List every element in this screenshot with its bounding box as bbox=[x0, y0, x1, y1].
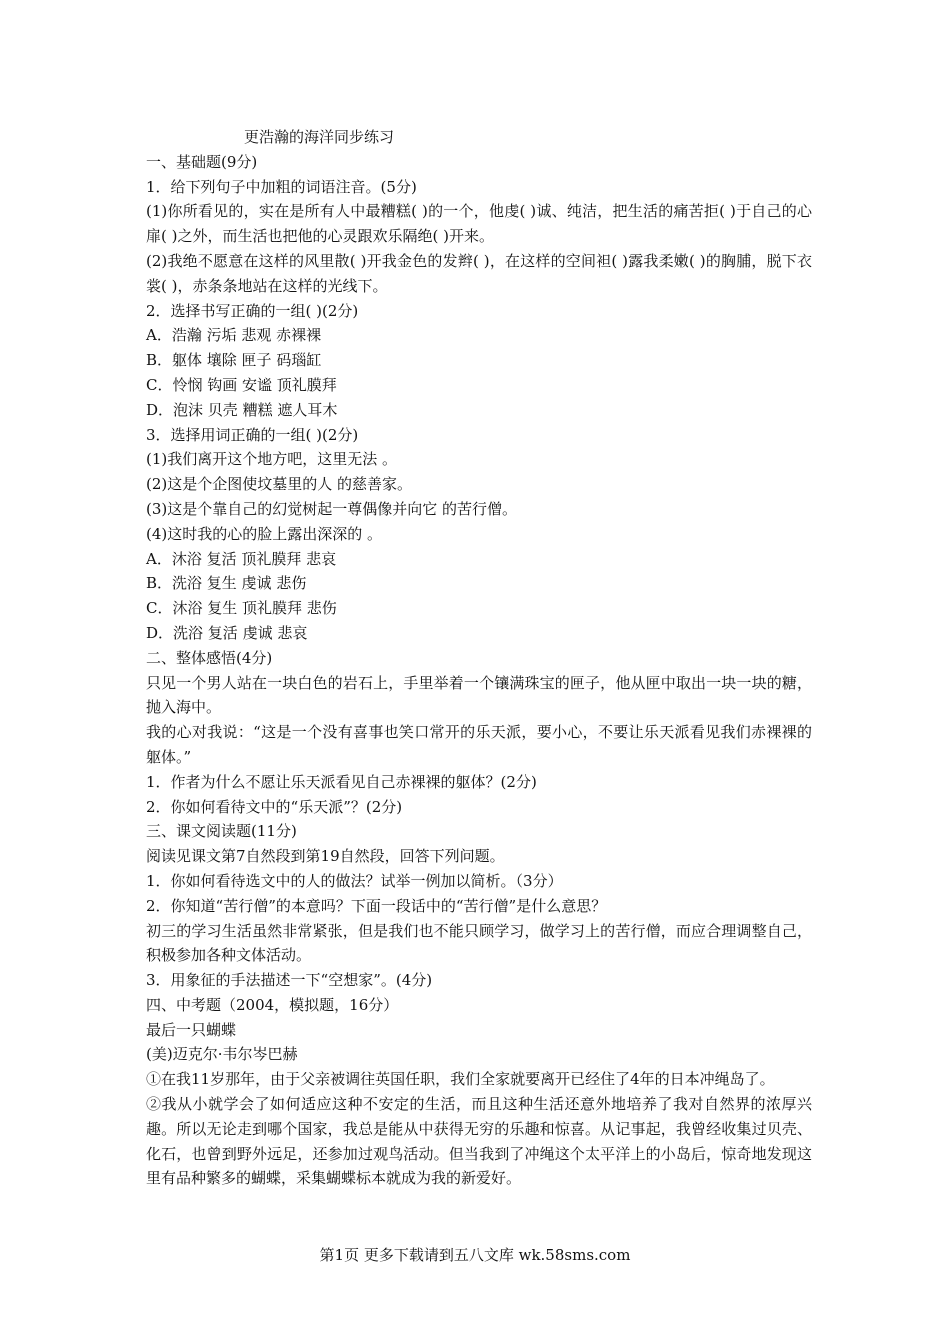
text-line: ②我从小就学会了如何适应这种不安定的生活，而且这种生活还意外地培养了我对自然界的浓厚兴趣。所以无论走到哪个国家，我总是能从中获得无穷的乐趣和惊喜。从记事起，我曾经收集过贝壳、化石，也曾到野外远足，还参加过观鸟活动。但当我到了冲绳这个太平洋上的小岛后，惊奇地发现这里有品种繁多的蝴蝶，采集蝴蝶标本就成为我的新爱好。 bbox=[146, 1095, 812, 1188]
text-line: A．浩瀚 污垢 悲观 赤裸裸 bbox=[146, 326, 322, 345]
text-line: 阅读见课文第7自然段到第19自然段，回答下列问题。 bbox=[146, 847, 505, 866]
text-line: B．躯体 壤除 匣子 码瑙缸 bbox=[146, 351, 322, 370]
text-line: 3．用象征的手法描述一下“空想家”。(4分) bbox=[146, 971, 433, 990]
text-line: C．怜悯 钩画 安谧 顶礼膜拜 bbox=[146, 375, 337, 394]
text-line: (2)这是个企图使坟墓里的人 的慈善家。 bbox=[146, 475, 413, 494]
text-line: 三、课文阅读题(11分) bbox=[146, 822, 297, 841]
text-line: D．洗浴 复活 虔诚 悲哀 bbox=[146, 623, 308, 642]
text-line: (3)这是个靠自己的幻觉树起一尊偶像并向它 的苦行僧。 bbox=[146, 499, 518, 518]
text-line: 只见一个男人站在一块白色的岩石上，手里举着一个镶满珠宝的匣子，他从匣中取出一块一块的糖，抛入海中。 bbox=[146, 673, 812, 717]
text-line: (4)这时我的心的脸上露出深深的 。 bbox=[146, 524, 383, 543]
text-line: C．沐浴 复生 顶礼膜拜 悲伤 bbox=[146, 599, 337, 618]
text-line: 最后一只蝴蝶 bbox=[146, 1020, 237, 1039]
text-line: (2)我绝不愿意在这样的风里散( )开我金色的发辫( )，在这样的空间袒( )露我柔嫩( )的胸脯，脱下衣裳( )，赤条条地站在这样的光线下。 bbox=[146, 251, 812, 295]
text-line: 二、整体感悟(4分) bbox=[146, 648, 273, 667]
text-line: (1)你所看见的，实在是所有人中最糟糕( )的一个，他虔( )诚、纯洁，把生活的痛苦拒( )于自己的心扉( )之外，而生活也把他的心灵跟欢乐隔绝( )开来。 bbox=[146, 202, 812, 246]
page-footer: 第1页 更多下载请到五八文库 wk.58sms.com bbox=[319, 1246, 631, 1264]
text-line: (1)我们离开这个地方吧，这里无法 。 bbox=[146, 450, 398, 469]
text-line: (美)迈克尔·韦尔岑巴赫 bbox=[146, 1045, 298, 1064]
text-line: 我的心对我说：“这是一个没有喜事也笑口常开的乐天派，要小心，不要让乐天派看见我们赤裸裸的躯体。” bbox=[146, 723, 812, 766]
document-lines bbox=[146, 150, 812, 1191]
text-line: 1．作者为什么不愿让乐天派看见自己赤裸裸的躯体？(2分) bbox=[146, 772, 537, 791]
text-line: B．洗浴 复生 虔诚 悲伤 bbox=[146, 574, 307, 593]
text-line: 1．你如何看待选文中的人的做法？试举一例加以简析。（3分） bbox=[146, 871, 563, 890]
text-line: 一、基础题(9分) bbox=[146, 152, 258, 171]
text-line: 2．你如何看待文中的“乐天派”？(2分) bbox=[146, 797, 403, 816]
text-line: D．泡沫 贝壳 糟糕 遮人耳木 bbox=[146, 400, 338, 419]
text-line: 1．给下列句子中加粗的词语注音。(5分) bbox=[146, 177, 417, 196]
text-line: 3．选择用词正确的一组( )(2分) bbox=[146, 425, 359, 444]
text-line: 初三的学习生活虽然非常紧张，但是我们也不能只顾学习，做学习上的苦行僧，而应合理调整自己，积极参加各种文体活动。 bbox=[146, 921, 812, 965]
text-line: A．沐浴 复活 顶礼膜拜 悲哀 bbox=[146, 549, 337, 568]
text-line: 四、中考题（2004，模拟题，16分） bbox=[146, 995, 399, 1014]
document-title: 更浩瀚的海洋同步练习 bbox=[244, 128, 395, 146]
text-line: 2．你知道“苦行僧”的本意吗？下面一段话中的“苦行僧”是什么意思？ bbox=[146, 896, 607, 915]
document-body bbox=[146, 125, 812, 1191]
text-line: 2．选择书写正确的一组( )(2分) bbox=[146, 301, 359, 320]
text-line: ①在我11岁那年，由于父亲被调往英国任职，我们全家就要离开已经住了4年的日本冲绳岛了。 bbox=[146, 1070, 775, 1089]
